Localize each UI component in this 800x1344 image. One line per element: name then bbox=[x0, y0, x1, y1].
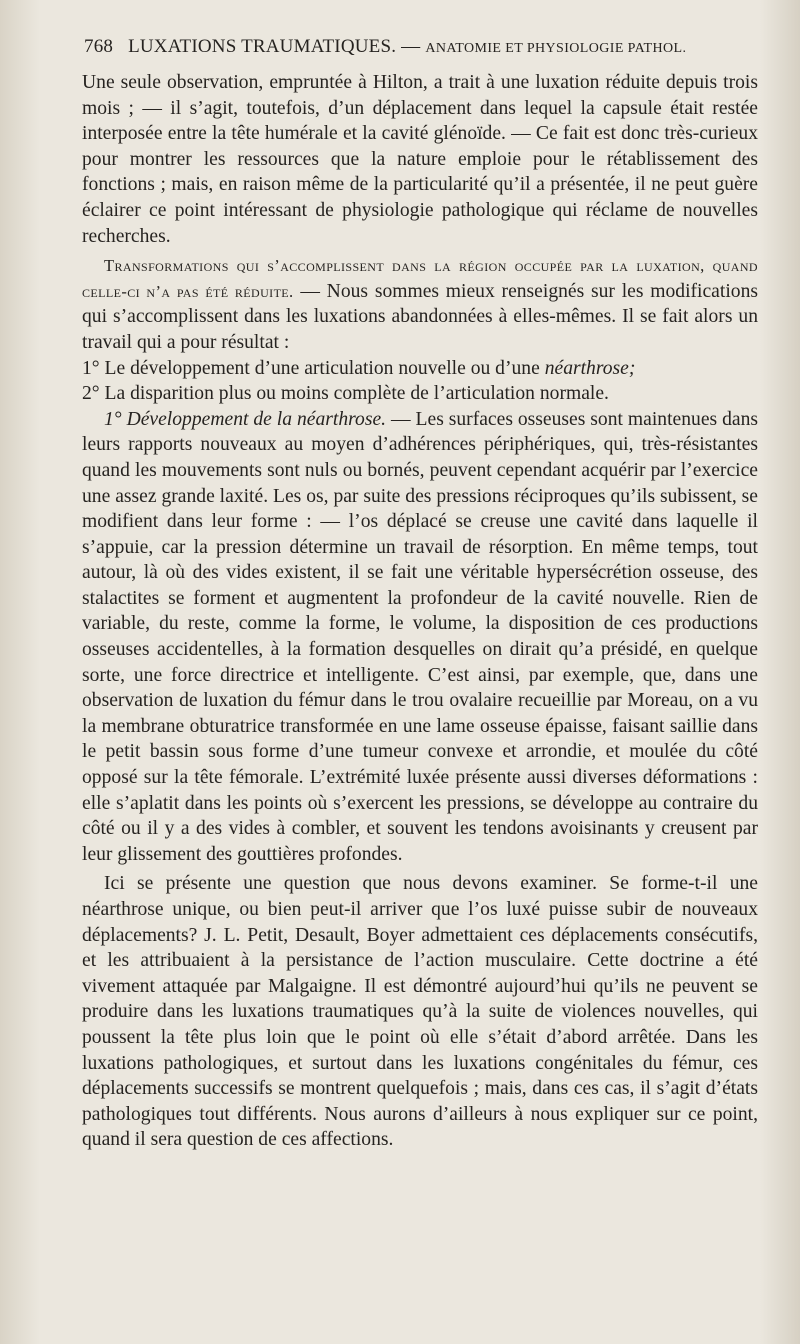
paragraph-1: Une seule observation, empruntée à Hilton, a trait à une luxation réduite depuis trois mois ; — il s’agit, toutefois, d’un déplacement dans lequel la capsule était restée interposée entre la tête humérale et la cavité glénoïde. — Ce fait est donc très-curieux pour montrer les ressources que la nature emploie pour le rétablissement des fonctions ; mais, en raison même de la particularité qu’il a présentée, il ne peut guère éclairer ce point intéressant de physiologie pathologique qui réclame de nouvelles recherches. bbox=[82, 72, 758, 247]
page-number: 768 bbox=[84, 36, 114, 57]
paragraph-2-text: — Nous sommes mieux renseignés sur les modifications qui s’accomplissent dans les luxations abandonnées à elles-mêmes. Il se fait alors un travail qui a pour résultat : bbox=[82, 280, 758, 353]
running-header bbox=[84, 36, 764, 58]
paragraph-4: Ici se présente une question que nous devons examiner. Se forme-t-il une néarthrose unique, ou bien peut-il arriver que l’os luxé puisse subir de nouveaux déplacements? J. L. Petit, Desault, Boyer admettaient ces déplacements consécutifs, et les attribuaient à la persistance de l’action musculaire. Cette doctrine a été vivement attaquée par Malgaigne. Il est démontré aujourd’hui qu’ils ne peuvent se produire dans les luxations traumatiques qu’à la suite de violences nouvelles, qui poussent la tête plus loin que le point où elle s’était d’abord arrêtée. Dans les luxations pathologiques, et surtout dans les luxations congénitales du fémur, ces déplacements successifs se montrent quelquefois ; mais, dans ces cas, il s’agit d’états pathologiques tout différents. Nous aurons d’ailleurs à nous expliquer sur ce point, quand il sera question de ces affections. bbox=[82, 873, 758, 1151]
paragraph-2-heading: Transformations qui s’accomplissent dans la région occupée par la luxation, quand celle-ci n’a pas été réduite. bbox=[82, 256, 758, 301]
list-item-1-text: 1° Le développement d’une articulation nouvelle ou d’une bbox=[82, 357, 545, 379]
paragraph-2 bbox=[82, 253, 758, 355]
paragraph-3-heading: 1° Développement de la néarthrose. bbox=[104, 408, 387, 430]
list-item-1-emphasis: néarthrose; bbox=[544, 357, 636, 379]
header-dash: — bbox=[401, 36, 421, 57]
list-item-2: 2° La disparition plus ou moins complète de l’articulation normale. bbox=[82, 383, 609, 405]
paragraph-3-text: — Les surfaces osseuses sont maintenues dans leurs rapports nouveaux au moyen d’adhérences périphériques, qui, très-résistantes quand les mouvements sont nuls ou bornés, peuvent cependant acquérir par l’exercice une assez grande laxité. Les os, par suite des pressions réciproques qu’ils subissent, se modifient dans leur forme : — l’os déplacé se creuse une cavité dans laquelle il s’appuie, car la pression détermine un travail de résorption. En même temps, tout autour, là où des vides existent, il se fait une véritable hypersécrétion osseuse, des stalactites se forment et augmentent la profondeur de la cavité nouvelle. Rien de variable, du reste, comme la forme, le volume, la disposition de ces productions osseuses accidentelles, à la formation desquelles on dirait qu’a présidé, en quelque sorte, une force directrice et intelligente. C’est ainsi, par exemple, que, dans une observation de luxation du fémur dans le trou ovalaire recueillie par Moreau, on a vu la membrane obturatrice transformée en une lame osseuse épaisse, faisant saillie dans le petit bassin sous forme d’une tumeur convexe et arrondie, et moulée du côté opposé sur la tête fémorale. L’extrémité luxée présente aussi diverses déformations : elle s’aplatit dans les points où s’exercent les pressions, se développe au contraire du côté ou il y a des vides à combler, et souvent les tendons avoisinants y creusent par leur glissement des gouttières profondes. bbox=[82, 408, 759, 865]
paragraph-3 bbox=[82, 407, 758, 868]
page-body bbox=[82, 70, 758, 1153]
section-title: ANATOMIE ET PHYSIOLOGIE PATHOL. bbox=[425, 41, 687, 56]
list-item-1 bbox=[82, 356, 758, 382]
running-title: LUXATIONS TRAUMATIQUES. bbox=[128, 36, 397, 57]
